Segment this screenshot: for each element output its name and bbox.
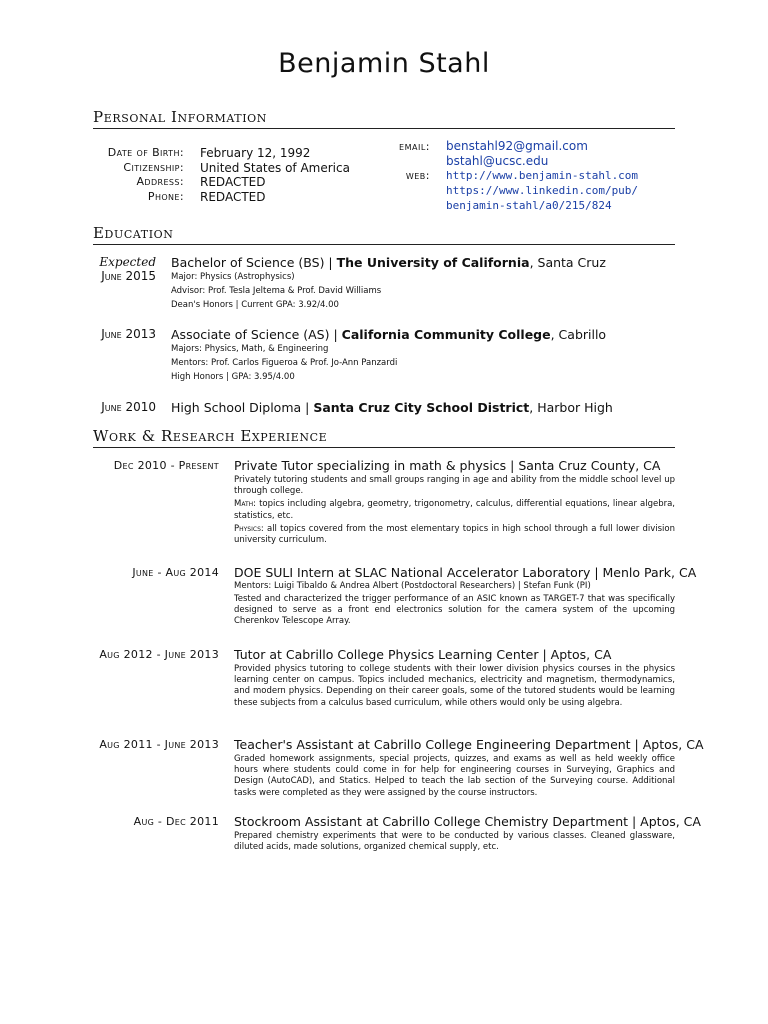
email-label: email: — [399, 140, 430, 153]
date-text: June 2013 — [101, 327, 156, 341]
work-body — [234, 647, 675, 709]
page-title: Benjamin Stahl — [278, 48, 490, 79]
work-description: Math: topics including algebra, geometry, trigonometry, calculus, differential equations, linear algebra, statistics, etc. — [234, 499, 675, 521]
pi-value: February 12, 1992 — [200, 146, 311, 160]
work-date: Aug 2011 - June 2013 — [99, 738, 219, 751]
web-list — [446, 168, 638, 213]
degree-line — [171, 327, 676, 342]
pi-row — [93, 146, 350, 161]
education-detail: High Honors | GPA: 3.95/4.00 — [171, 372, 295, 382]
pi-label: Date of Birth: — [107, 146, 184, 159]
pi-row — [93, 190, 350, 205]
school: California Community College — [341, 327, 551, 342]
work-date: Aug - Dec 2011 — [133, 815, 219, 828]
pi-value: REDACTED — [200, 190, 266, 205]
education-detail: Major: Physics (Astrophysics) — [171, 272, 295, 282]
email-list — [446, 139, 588, 168]
web-label: web: — [405, 169, 430, 182]
web-row — [385, 168, 638, 213]
campus: , Santa Cruz — [529, 255, 606, 270]
contact-block — [385, 139, 638, 213]
pi-value: REDACTED — [200, 175, 266, 190]
work-description: Prepared chemistry experiments that were to be conducted by various classes. Cleaned glassware, diluted acids, made solutions, organized chemical supply, etc. — [234, 831, 675, 853]
education-body — [171, 327, 676, 384]
pi-row — [93, 161, 350, 176]
linkedin-link-cont[interactable]: benjamin-stahl/a0/215/824 — [446, 199, 612, 212]
degree: Associate of Science (AS) | — [171, 327, 342, 342]
work-title: Stockroom Assistant at Cabrillo College Chemistry Department | Aptos, CA — [234, 814, 701, 829]
personal-info-table — [93, 146, 350, 205]
work-body — [234, 565, 697, 628]
work-title: Private Tutor specializing in math & physics | Santa Cruz County, CA — [234, 458, 661, 473]
work-title: Tutor at Cabrillo College Physics Learning Center | Aptos, CA — [234, 647, 612, 662]
education-detail: Majors: Physics, Math, & Engineering — [171, 344, 329, 354]
date-text: June 2015 — [101, 269, 156, 283]
work-description: Tested and characterized the trigger performance of an ASIC known as TARGET-7 that was specifically designed to serve as a front end electronics solution for the camera system of the upcoming Cherenkov Telescope Array. — [234, 594, 675, 627]
section-heading-education: Education — [93, 224, 675, 245]
work-description: Privately tutoring students and small groups ranging in age and ability from the middle school level up through college. — [234, 475, 675, 497]
email-link[interactable]: benstahl92@gmail.com — [446, 139, 588, 153]
education-detail: Dean's Honors | Current GPA: 3.92/4.00 — [171, 300, 339, 310]
work-body — [234, 458, 675, 546]
education-body — [171, 400, 676, 415]
pi-label: Citizenship: — [123, 160, 184, 174]
degree: Bachelor of Science (BS) | — [171, 255, 337, 270]
expected-label: Expected — [99, 255, 156, 269]
school: The University of California — [336, 255, 530, 270]
topic-lead: Physics: — [234, 523, 264, 534]
pi-label: Address: — [136, 175, 184, 189]
degree-line — [171, 255, 676, 270]
education-body — [171, 255, 676, 312]
work-description: Provided physics tutoring to college students with their lower division physics courses in the physics learning center on campus. Topics included mechanics, electricity and magnetism, thermodynamics, and modern physics. Depending on their career goals, some of the tutored students would be learning these subjects from a calculus based curriculum, while others would only be using algebra. — [234, 664, 675, 708]
work-mentors: Mentors: Luigi Tibaldo & Andrea Albert (Postdoctoral Researchers) | Stefan Funk (PI) — [234, 581, 591, 591]
work-title: Teacher's Assistant at Cabrillo College Engineering Department | Aptos, CA — [234, 737, 704, 752]
degree-line — [171, 400, 676, 415]
work-title: DOE SULI Intern at SLAC National Accelerator Laboratory | Menlo Park, CA — [234, 565, 697, 580]
pi-row — [93, 175, 350, 190]
education-date — [93, 327, 156, 341]
education-detail: Mentors: Prof. Carlos Figueroa & Prof. Jo-Ann Panzardi — [171, 358, 398, 368]
campus: , Cabrillo — [550, 327, 607, 342]
section-heading-work: Work & Research Experience — [93, 427, 675, 448]
pi-label: Phone: — [147, 190, 184, 204]
email-link[interactable]: bstahl@ucsc.edu — [446, 153, 549, 168]
campus: , Harbor High — [529, 400, 613, 415]
degree: High School Diploma | — [171, 400, 314, 415]
work-body — [234, 814, 701, 853]
work-description: Physics: all topics covered from the most elementary topics in high school through a full lower division university curriculum. — [234, 523, 675, 546]
website-link[interactable]: http://www.benjamin-stahl.com — [446, 169, 639, 182]
work-description: Graded homework assignments, special projects, quizzes, and exams as well as held weekly office hours where students could come in for help for engineering courses in Surveying, Graphics and Design (AutoCAD), and Statics. Helped to teach the lab section of the Surveying course. Additional tasks were completed as they were assigned by the course instructors. — [234, 754, 675, 798]
education-detail: Advisor: Prof. Tesla Jeltema & Prof. David Williams — [171, 286, 382, 296]
work-date: Aug 2012 - June 2013 — [99, 648, 219, 661]
date-text: June 2010 — [101, 400, 156, 414]
pi-value: United States of America — [200, 160, 350, 175]
education-date — [93, 255, 156, 283]
linkedin-link[interactable]: https://www.linkedin.com/pub/ — [446, 184, 639, 197]
topic-lead: Math: — [234, 499, 257, 510]
section-heading-personal: Personal Information — [93, 108, 675, 129]
work-date: Dec 2010 - Present — [113, 459, 219, 472]
education-date — [93, 400, 156, 414]
email-row — [385, 139, 638, 168]
work-body — [234, 737, 704, 799]
work-date: June - Aug 2014 — [132, 566, 219, 579]
school: Santa Cruz City School District — [313, 400, 530, 415]
